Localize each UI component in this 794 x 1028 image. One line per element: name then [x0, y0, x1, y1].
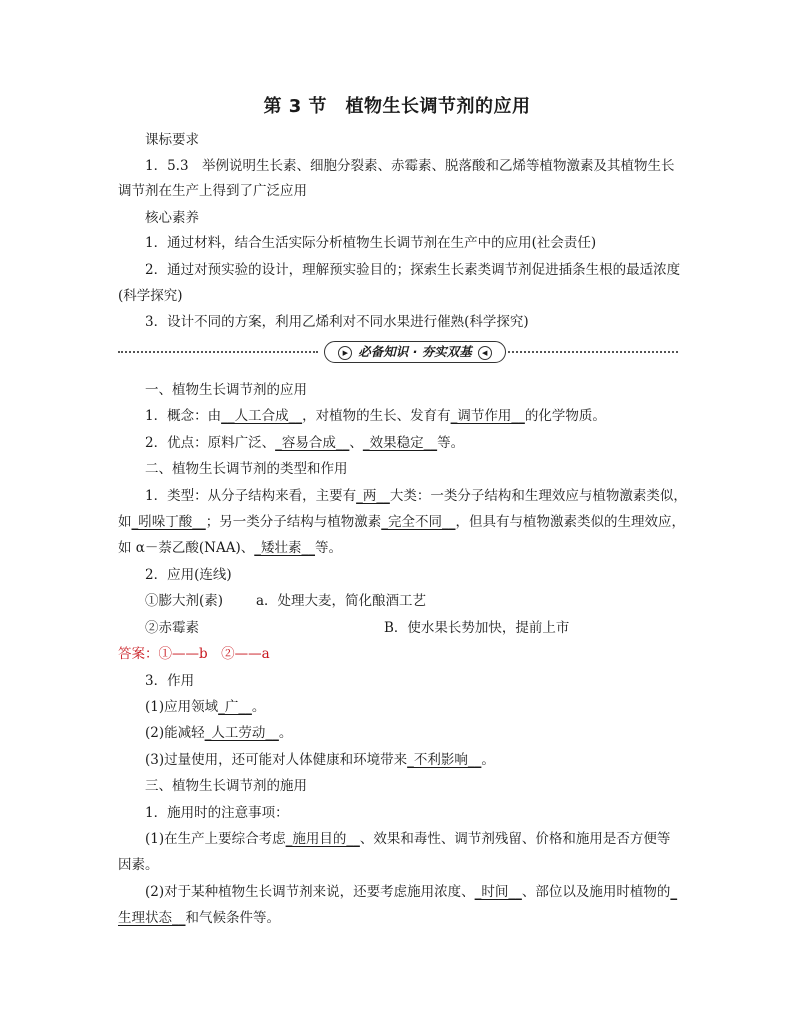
sec2-type-line1: 1．类型：从分子结构来看，主要有_两__大类：一类分子结构和生理效应与植物激素类似，	[145, 488, 687, 504]
hexin-item-3: 3．设计不同的方案，利用乙烯利对不同水果进行催熟(科学探究)	[145, 314, 529, 330]
answer-label: 答案：	[118, 646, 159, 662]
blank-answer: _矮壮素__	[254, 540, 316, 556]
kebiao-heading: 课标要求	[145, 132, 199, 148]
sec2-role-heading: 3．作用	[145, 673, 195, 689]
blank-answer: _	[670, 884, 678, 900]
blank-answer: _吲哚丁酸__	[131, 514, 206, 530]
banner-text: 必备知识 · 夯实双基	[358, 344, 472, 359]
sec2-role-2: (2)能减轻_人工劳动__。	[145, 725, 293, 741]
page-title: 第 3 节 植物生长调节剂的应用	[263, 96, 531, 117]
blank-answer: _效果稳定__	[362, 435, 438, 451]
sec2-role-1: (1)应用领域_广__。	[145, 699, 266, 715]
hexin-item-1: 1．通过材料，结合生活实际分析植物生长调节剂在生产中的应用(社会责任)	[145, 235, 597, 251]
sec2-type-line2: 如_吲哚丁酸__；另一类分子结构与植物激素_完全不同__，但具有与植物激素类似的生理效应，	[118, 514, 685, 530]
banner-label	[324, 341, 506, 363]
kebiao-text-line2: 调节剂在生产上得到了广泛应用	[118, 183, 307, 199]
section-banner	[118, 339, 678, 365]
sec1-concept: 1．概念：由__人工合成__，对植物的生长、发育有_调节作用__的化学物质。	[145, 408, 606, 424]
hexin-item-2-line1: 2．通过对预实验的设计，理解预实验目的；探索生长素类调节剂促进插条生根的最适浓度	[145, 262, 681, 278]
sec2-type-line3: 如 α－萘乙酸(NAA)、_矮壮素__等。	[118, 540, 343, 556]
hexin-heading: 核心素养	[145, 210, 199, 226]
blank-answer: 生理状态__	[118, 910, 186, 926]
kebiao-text-line1: 1．5.3 举例说明生长素、细胞分裂素、赤霉素、脱落酸和乙烯等植物激素及其植物生长	[145, 158, 675, 174]
blank-answer: _调节作用__	[450, 408, 525, 424]
blank-answer: _广__	[218, 699, 252, 715]
match-left-1: ①膨大剂(素)	[145, 593, 224, 609]
sec1-heading: 一、植物生长调节剂的应用	[145, 382, 307, 398]
sec3-heading: 三、植物生长调节剂的施用	[145, 778, 307, 794]
blank-answer: _人工劳动__	[204, 725, 279, 741]
sec1-advantages: 2．优点：原料广泛、_容易合成__、_效果稳定__等。	[145, 435, 465, 451]
blank-answer: _时间__	[474, 884, 522, 900]
hexin-item-2-line2: (科学探究)	[118, 288, 183, 304]
blank-answer: _完全不同__	[381, 514, 456, 530]
match-right-1: a．处理大麦，简化酿酒工艺	[256, 593, 427, 609]
answer-line	[118, 644, 678, 664]
match-right-2: B．使水果长势加快，提前上市	[384, 620, 570, 636]
banner-divider-left	[118, 351, 318, 353]
sec3-note-heading: 1．施用时的注意事项：	[145, 805, 289, 821]
play-right-icon: ▶	[338, 346, 352, 360]
play-left-icon: ◀	[478, 346, 492, 360]
sec2-app-heading: 2．应用(连线)	[145, 567, 232, 583]
sec3-note-2-line1: (2)对于某种植物生长调节剂来说，还要考虑施用浓度、_时间__、部位以及施用时植物的_	[145, 884, 678, 900]
sec2-heading: 二、植物生长调节剂的类型和作用	[145, 461, 348, 477]
sec3-note-1-line2: 因素。	[118, 857, 159, 873]
blank-answer: _两__	[356, 488, 390, 504]
sec3-note-2-line2: 生理状态__和气候条件等。	[118, 910, 280, 926]
sec2-role-3: (3)过量使用，还可能对人体健康和环境带来_不利影响__。	[145, 752, 495, 768]
blank-answer: _不利影响__	[407, 752, 482, 768]
match-left-2: ②赤霉素	[145, 620, 199, 636]
blank-answer: __人工合成__	[221, 408, 303, 424]
blank-answer: _容易合成__	[275, 435, 350, 451]
sec3-note-1-line1: (1)在生产上要综合考虑_施用目的__、效果和毒性、调节剂残留、价格和施用是否方便等	[145, 831, 671, 847]
answer-text: ①——b ②——a	[158, 646, 270, 662]
blank-answer: _施用目的__	[285, 831, 360, 847]
banner-divider-right	[508, 351, 678, 353]
